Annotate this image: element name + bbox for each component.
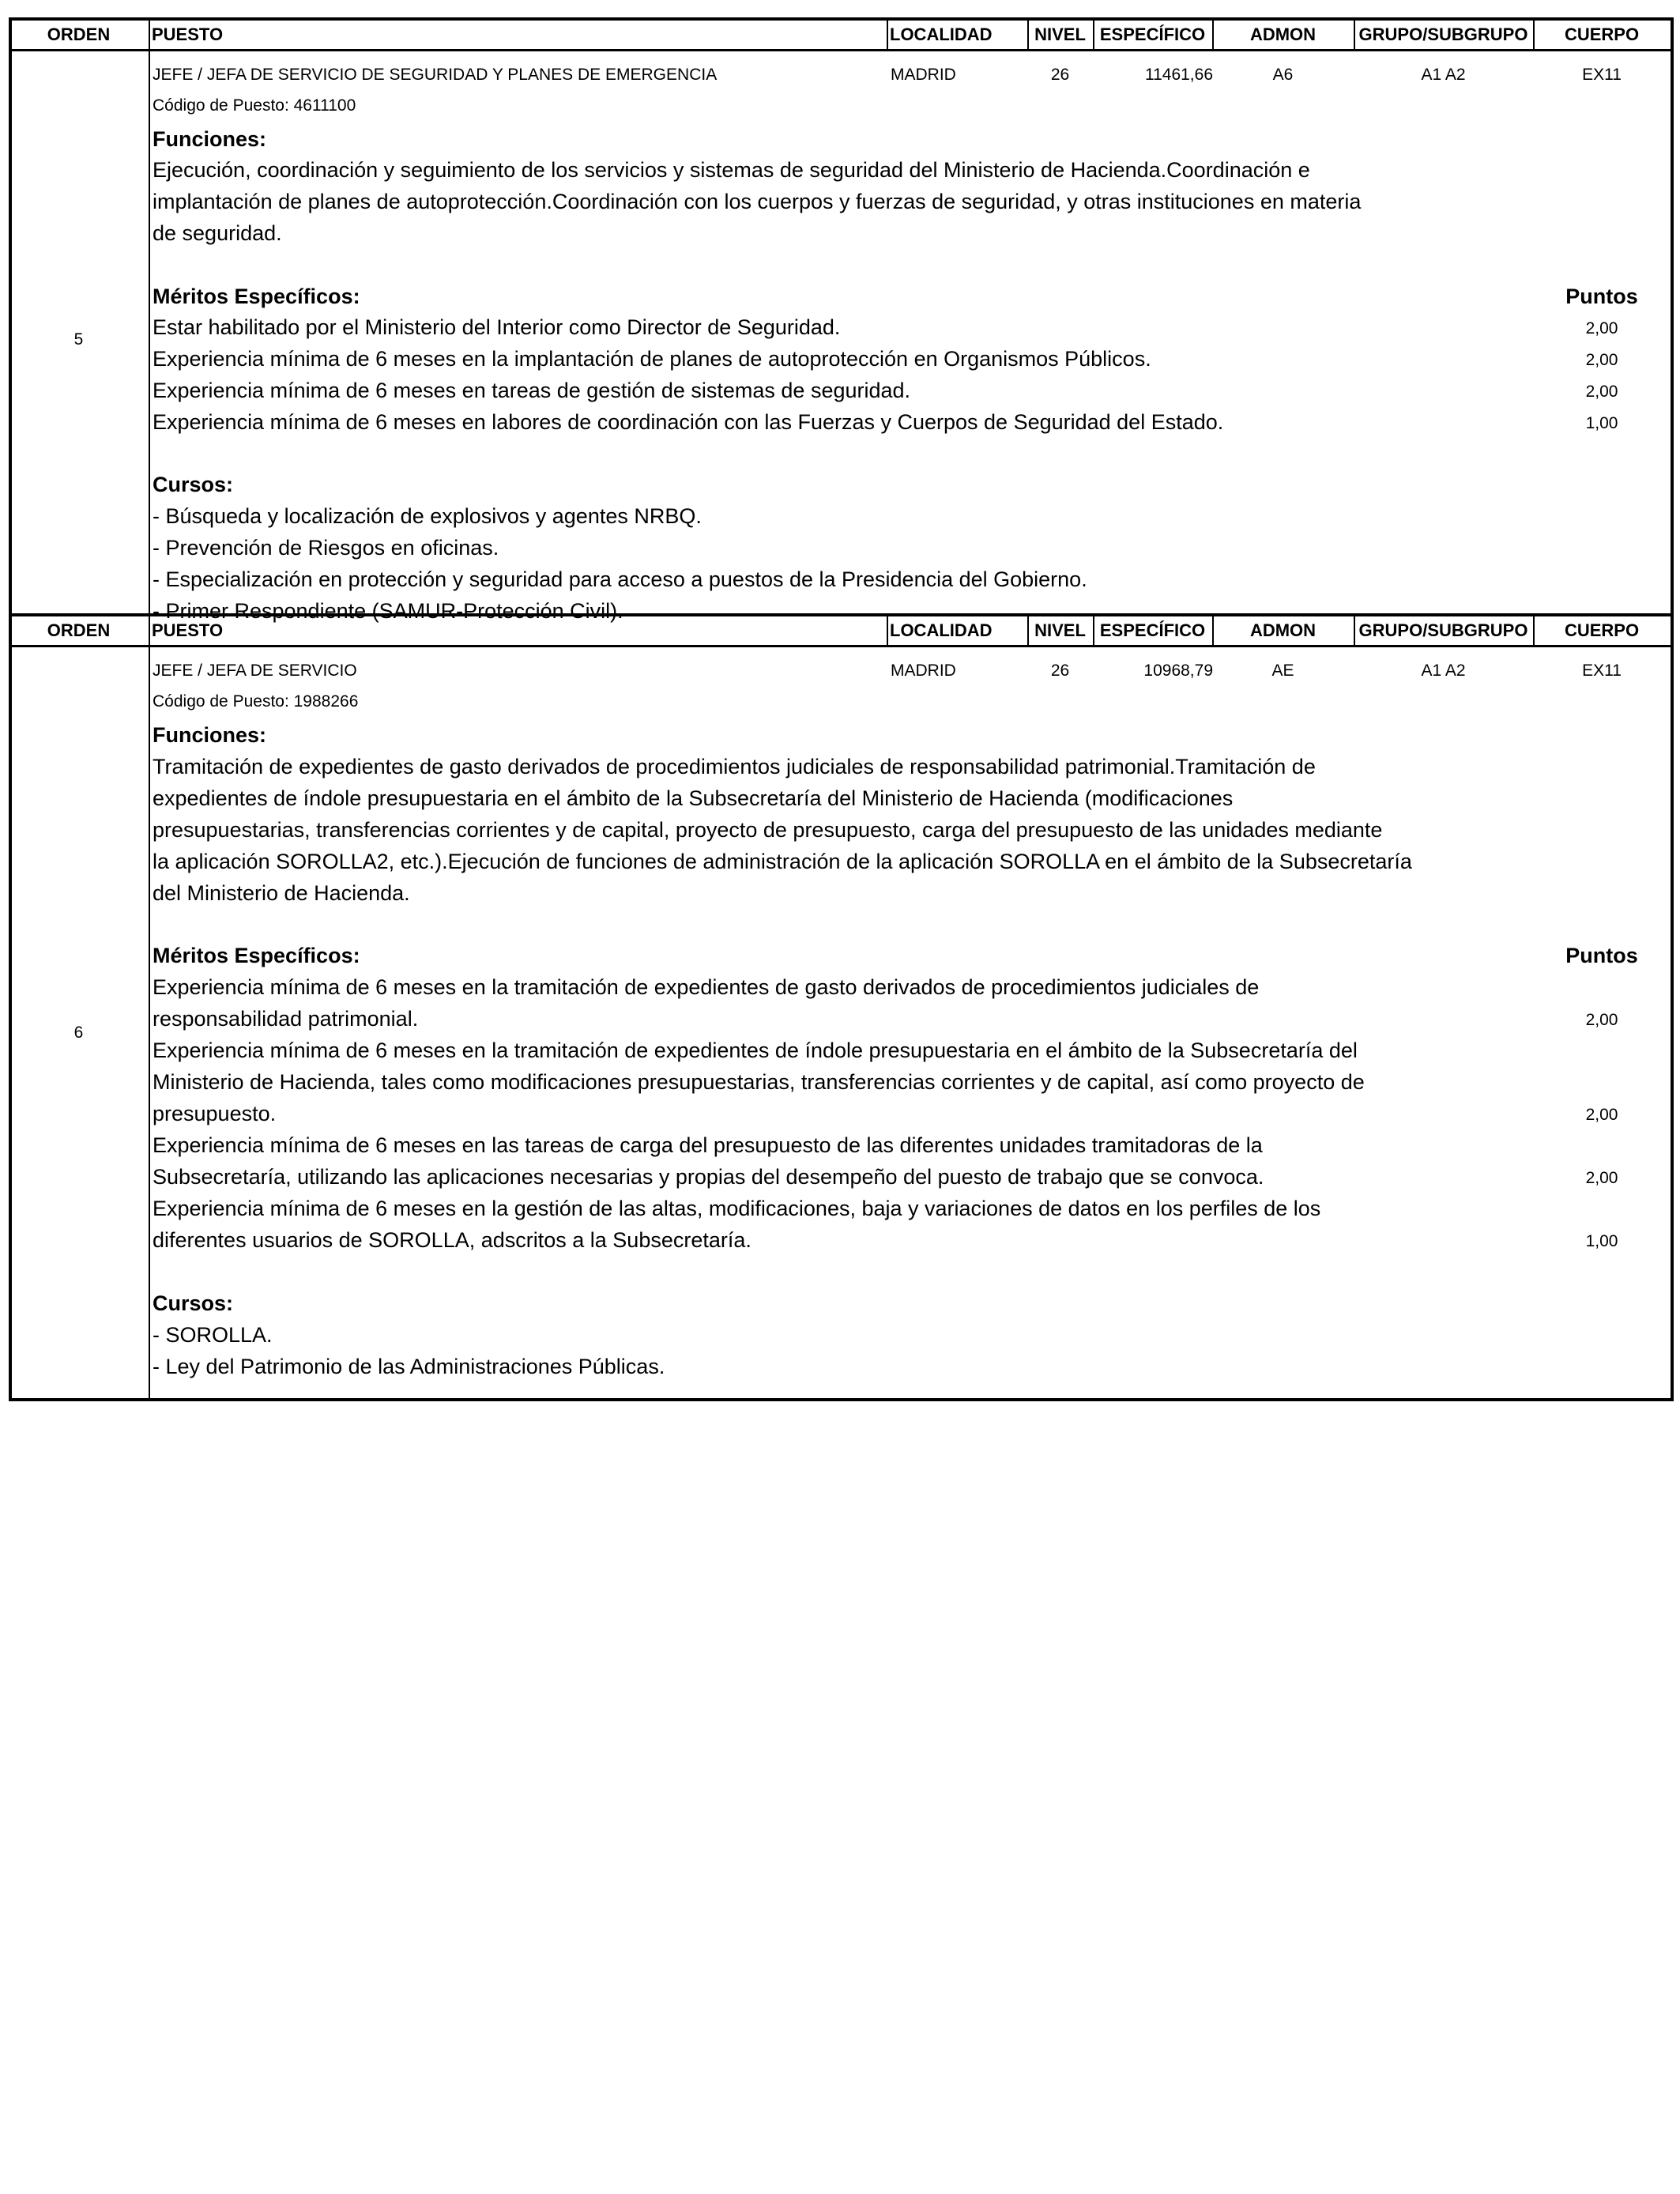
cuerpo-value: EX11 (1582, 66, 1622, 84)
funciones-label: Funciones: (153, 723, 267, 747)
puntos-label: Puntos (1565, 285, 1638, 308)
especifico-value: 11461,66 (1144, 66, 1213, 84)
funciones-line: Tramitación de expedientes de gasto derivados de procedimientos judiciales de responsabilidad patrimonial.Tramitación de (153, 755, 1316, 778)
curso-line: - SOROLLA. (153, 1323, 273, 1347)
grupo-value: A1 A2 (1421, 66, 1466, 84)
header-cuerpo: CUERPO (1564, 25, 1640, 44)
grupo-value: A1 A2 (1421, 662, 1466, 680)
body-orden-divider (149, 49, 150, 613)
merito-line: Experiencia mínima de 6 meses en tareas de gestión de sistemas de seguridad. (153, 379, 911, 402)
funciones-line: Ejecución, coordinación y seguimiento de los servicios y sistemas de seguridad del Ministerio de Hacienda.Coordinación e (153, 158, 1310, 182)
admon-value: AE (1271, 662, 1294, 680)
puesto-title: JEFE / JEFA DE SERVICIO (153, 662, 357, 680)
header-grupo: GRUPO/SUBGRUPO (1358, 25, 1528, 44)
meritos-label: Méritos Específicos: (153, 944, 360, 967)
orden-number: 5 (73, 330, 84, 349)
header-localidad: LOCALIDAD (890, 620, 993, 640)
funciones-label: Funciones: (153, 127, 267, 151)
header-admon: ADMON (1249, 620, 1317, 640)
header-orden: ORDEN (47, 25, 111, 44)
header-nivel: NIVEL (1034, 25, 1086, 44)
header-puesto: PUESTO (152, 620, 224, 640)
header-admon: ADMON (1249, 25, 1317, 44)
merito-line: Experiencia mínima de 6 meses en la implantación de planes de autoprotección en Organismos Públicos. (153, 347, 1151, 371)
funciones-line: de seguridad. (153, 221, 282, 245)
funciones-line: la aplicación SOROLLA2, etc.).Ejecución de funciones de administración de la aplicación SOROLLA en el ámbito de la Subsecretaría (153, 850, 1412, 873)
merito-line: diferentes usuarios de SOROLLA, adscritos a la Subsecretaría. (153, 1228, 751, 1252)
table-bottom-border (9, 1398, 1674, 1401)
codigo-puesto: Código de Puesto: 4611100 (153, 96, 356, 115)
puntos-value: 1,00 (1585, 414, 1618, 432)
merito-line: Experiencia mínima de 6 meses en la gestión de las altas, modificaciones, baja y variaciones de datos en los perfiles de los (153, 1197, 1321, 1220)
merito-line: Subsecretaría, utilizando las aplicaciones necesarias y propias del desempeño del puesto de trabajo que se convoca. (153, 1165, 1264, 1189)
header-grupo: GRUPO/SUBGRUPO (1358, 620, 1528, 640)
cursos-label: Cursos: (153, 473, 234, 496)
puntos-value: 2,00 (1585, 319, 1618, 337)
header-column-separator (1671, 613, 1674, 647)
body-right-border (1671, 49, 1674, 613)
puntos-label: Puntos (1565, 944, 1638, 967)
meritos-label: Méritos Específicos: (153, 285, 360, 308)
curso-line: - Especialización en protección y seguridad para acceso a puestos de la Presidencia del Gobierno. (153, 567, 1087, 591)
header-puesto: PUESTO (152, 25, 224, 44)
merito-line: Experiencia mínima de 6 meses en la tramitación de expedientes de gasto derivados de procedimientos judiciales de (153, 975, 1260, 999)
header-bottom-border (9, 49, 1671, 51)
curso-line: - Ley del Patrimonio de las Administraciones Públicas. (153, 1355, 665, 1378)
header-cuerpo: CUERPO (1564, 620, 1640, 640)
funciones-line: del Ministerio de Hacienda. (153, 881, 410, 905)
merito-line: Experiencia mínima de 6 meses en las tareas de carga del presupuesto de las diferentes unidades tramitadoras de la (153, 1133, 1263, 1157)
merito-line: Ministerio de Hacienda, tales como modificaciones presupuestarias, transferencias corrientes y de capital, así como proyecto de (153, 1070, 1365, 1094)
nivel-value: 26 (1050, 66, 1070, 84)
header-orden: ORDEN (47, 620, 111, 640)
puntos-value: 2,00 (1585, 1169, 1618, 1187)
curso-line: - Prevención de Riesgos en oficinas. (153, 536, 499, 560)
localidad-value: MADRID (891, 66, 956, 84)
body-orden-divider (149, 645, 150, 1400)
header-bottom-border (9, 645, 1671, 647)
header-column-separator (149, 17, 150, 51)
header-column-separator (149, 613, 150, 647)
header-column-separator (1671, 17, 1674, 51)
body-left-border (9, 645, 12, 1400)
localidad-value: MADRID (891, 662, 956, 680)
curso-line: - Búsqueda y localización de explosivos y agentes NRBQ. (153, 504, 702, 528)
cuerpo-value: EX11 (1582, 662, 1622, 680)
merito-line: responsabilidad patrimonial. (153, 1007, 419, 1031)
header-top-border (9, 17, 1671, 21)
header-column-separator (887, 17, 888, 51)
merito-line: Experiencia mínima de 6 meses en labores de coordinación con las Fuerzas y Cuerpos de Seguridad del Estado. (153, 410, 1224, 434)
header-nivel: NIVEL (1034, 620, 1086, 640)
merito-line: Experiencia mínima de 6 meses en la tramitación de expedientes de índole presupuestaria en el ámbito de la Subsecretaría del (153, 1039, 1358, 1062)
header-especifico: ESPECÍFICO (1099, 620, 1206, 640)
nivel-value: 26 (1050, 662, 1070, 680)
header-especifico: ESPECÍFICO (1099, 25, 1206, 44)
merito-line: Estar habilitado por el Ministerio del Interior como Director de Seguridad. (153, 315, 841, 339)
admon-value: A6 (1272, 66, 1294, 84)
codigo-puesto: Código de Puesto: 1988266 (153, 692, 359, 711)
header-column-separator (887, 613, 888, 647)
funciones-line: presupuestarias, transferencias corrientes y de capital, proyecto de presupuesto, carga del presupuesto de las unidades mediante (153, 818, 1383, 842)
funciones-line: expedientes de índole presupuestaria en el ámbito de la Subsecretaría del Ministerio de Hacienda (modificaciones (153, 786, 1234, 810)
curso-line: - Primer Respondiente (SAMUR-Protección Civil). (153, 599, 623, 623)
puesto-title: JEFE / JEFA DE SERVICIO DE SEGURIDAD Y PLANES DE EMERGENCIA (153, 66, 718, 84)
body-right-border (1671, 645, 1674, 1400)
puntos-value: 2,00 (1585, 1106, 1618, 1124)
especifico-value: 10968,79 (1143, 662, 1213, 680)
header-localidad: LOCALIDAD (890, 25, 993, 44)
puntos-value: 1,00 (1585, 1232, 1618, 1250)
funciones-line: implantación de planes de autoprotección.Coordinación con los cuerpos y fuerzas de seguridad, y otras instituciones en materia (153, 190, 1362, 213)
puntos-value: 2,00 (1585, 1011, 1618, 1029)
puntos-value: 2,00 (1585, 351, 1618, 369)
cursos-label: Cursos: (153, 1291, 234, 1315)
puntos-value: 2,00 (1585, 383, 1618, 401)
merito-line: presupuesto. (153, 1102, 277, 1125)
orden-number: 6 (73, 1023, 84, 1042)
